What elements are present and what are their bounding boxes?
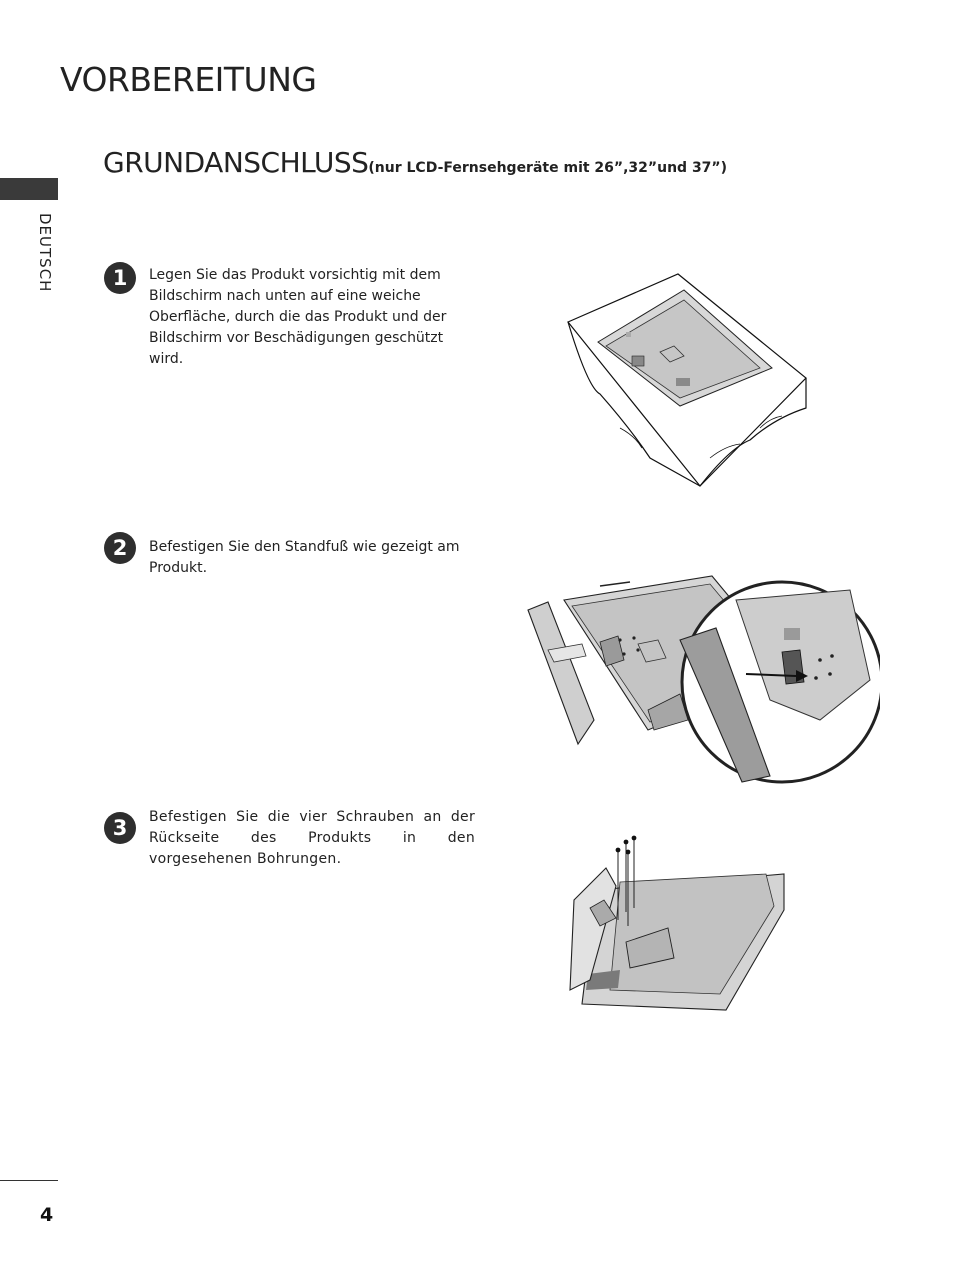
section-title bbox=[103, 146, 727, 179]
page-number: 4 bbox=[40, 1204, 54, 1226]
footer-rule bbox=[0, 1180, 58, 1181]
step-1-number-badge: 1 bbox=[104, 262, 136, 294]
language-label: DEUTSCH bbox=[36, 213, 54, 293]
figure-attach-stand bbox=[520, 570, 880, 790]
step-3-text: Befestigen Sie die vier Schrauben an der Rückseite des Produkts in den vorgesehenen Bohrungen. bbox=[149, 809, 475, 867]
figure-insert-screws bbox=[560, 830, 805, 1020]
section-title-main: GRUNDANSCHLUSS bbox=[103, 146, 369, 179]
figure-tv-on-soft-surface bbox=[560, 268, 820, 500]
step-1-text: Legen Sie das Produkt vorsichtig mit dem Bildschirm nach unten auf eine weiche Oberfläche, durch die das Produkt und der Bildschirm vor Beschädigungen geschützt wird. bbox=[149, 267, 447, 367]
step-2-text: Befestigen Sie den Standfuß wie gezeigt am Produkt. bbox=[149, 539, 460, 576]
language-tab-marker bbox=[0, 178, 58, 200]
step-3-number-badge: 3 bbox=[104, 812, 136, 844]
step-2-number-badge: 2 bbox=[104, 532, 136, 564]
section-title-subtitle: (nur LCD-Fernsehgeräte mit 26”,32”und 37”) bbox=[368, 160, 728, 176]
page-title: VORBEREITUNG bbox=[60, 60, 317, 99]
